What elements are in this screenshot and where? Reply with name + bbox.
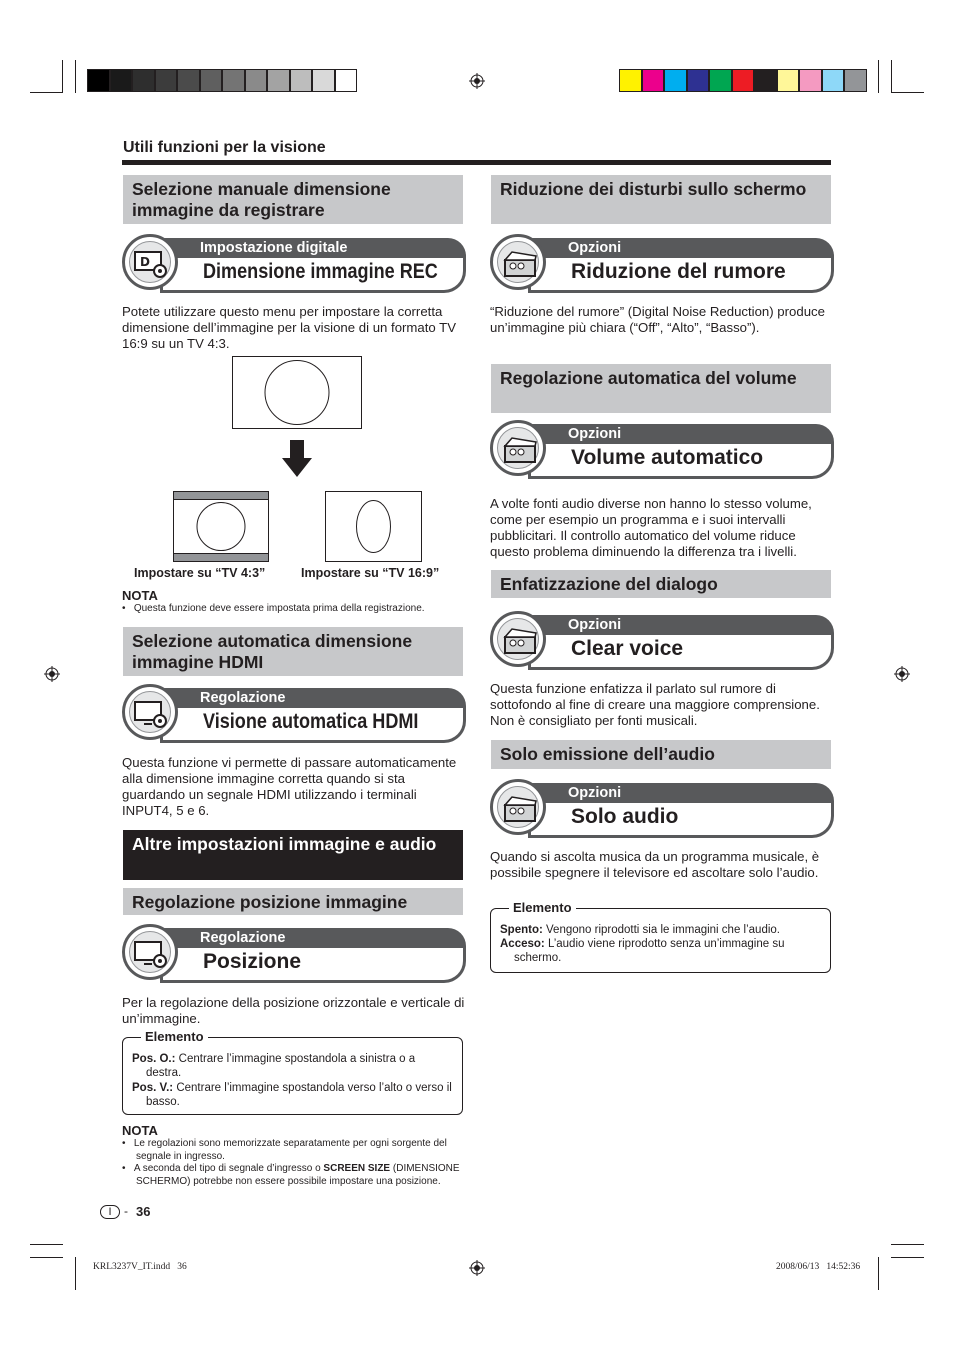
letterbox-43-diagram bbox=[173, 491, 269, 562]
menu-banner bbox=[122, 234, 466, 296]
svg-text:D: D bbox=[140, 255, 150, 269]
toolbox-icon bbox=[500, 621, 540, 661]
body-text: Per la regolazione della posizione orizzontale e verticale di un’immagine. bbox=[122, 995, 465, 1026]
color-swatch bbox=[267, 69, 290, 92]
header-rule bbox=[122, 160, 831, 165]
color-swatch bbox=[642, 69, 665, 92]
body-text: A volte fonti audio diverse non hanno lo stesso volume, come per esempio un programma e i suoi intervalli pubblicitari. Il controllo automatico del volume riduce questo problema diminuendo la differenza tra i livelli. bbox=[490, 496, 812, 559]
file-slug: KRL3237V_IT.indd 36 bbox=[93, 1262, 187, 1272]
nota-list bbox=[122, 1138, 467, 1188]
color-swatch bbox=[335, 69, 358, 92]
menu-category: Impostazione digitale bbox=[200, 240, 348, 256]
color-swatch bbox=[799, 69, 822, 92]
menu-banner bbox=[490, 420, 834, 482]
section-header: Selezione manuale dimensione immagine da registrare bbox=[123, 175, 463, 224]
menu-category: Opzioni bbox=[568, 426, 622, 442]
page-separator: - bbox=[124, 1204, 128, 1218]
color-swatch bbox=[222, 69, 245, 92]
color-swatch bbox=[822, 69, 845, 92]
menu-category: Regolazione bbox=[200, 690, 286, 706]
color-swatch bbox=[87, 69, 110, 92]
tv-settings-icon bbox=[132, 694, 172, 734]
color-swatch bbox=[200, 69, 223, 92]
color-swatch bbox=[312, 69, 335, 92]
menu-category: Regolazione bbox=[200, 930, 286, 946]
toolbox-icon bbox=[500, 430, 540, 470]
menu-title: Dimensione immagine REC bbox=[203, 260, 438, 283]
elemento-item: Pos. O.: Centrare l’immagine spostandola a sinistra o a destra. bbox=[132, 1053, 416, 1079]
caption-tv169: Impostare su “TV 16:9” bbox=[301, 566, 440, 580]
nota-item: • A seconda del tipo di segnale d’ingresso o SCREEN SIZE (DIMENSIONE SCHERMO) potrebbe non essere possibile impostare una posizione. bbox=[122, 1163, 460, 1187]
color-swatch bbox=[777, 69, 800, 92]
color-swatch bbox=[245, 69, 268, 92]
color-swatch bbox=[132, 69, 155, 92]
menu-banner bbox=[122, 684, 466, 746]
menu-category: Opzioni bbox=[568, 617, 622, 633]
color-swatch bbox=[155, 69, 178, 92]
arrow-down-icon bbox=[282, 440, 312, 477]
section-header: Enfatizzazione del dialogo bbox=[491, 570, 831, 598]
menu-title: Visione automatica HDMI bbox=[203, 710, 419, 733]
body-text: “Riduzione del rumore” (Digital Noise Reduction) produce un’immagine più chiara (“Off”, “Alto”, “Basso”). bbox=[490, 304, 825, 335]
elemento-label: Elemento bbox=[509, 900, 576, 915]
elemento-item: Pos. V.: Centrare l’immagine spostandola verso l’alto o verso il basso. bbox=[132, 1082, 452, 1108]
body-text: Quando si ascolta musica da un programma musicale, è possibile spegnere il televisore ed ascoltare solo l’audio. bbox=[490, 849, 820, 880]
nota-heading: NOTA bbox=[122, 1123, 158, 1138]
registration-mark-icon bbox=[469, 73, 485, 89]
menu-category: Opzioni bbox=[568, 785, 622, 801]
menu-title: Volume automatico bbox=[571, 446, 764, 469]
menu-title: Clear voice bbox=[571, 637, 684, 660]
elemento-item: Acceso: L’audio viene riprodotto senza un’immagine su schermo. bbox=[500, 938, 785, 964]
color-swatch bbox=[844, 69, 867, 92]
page-number: 36 bbox=[136, 1204, 151, 1219]
toolbox-icon bbox=[500, 244, 540, 284]
color-swatch bbox=[687, 69, 710, 92]
section-header: Selezione automatica dimensione immagine HDMI bbox=[123, 627, 463, 676]
date-slug: 2008/06/13 14:52:36 bbox=[776, 1262, 861, 1272]
menu-banner bbox=[490, 611, 834, 673]
nota-item: • Questa funzione deve essere impostata prima della registrazione. bbox=[122, 603, 425, 614]
section-header: Riduzione dei disturbi sullo schermo bbox=[491, 175, 831, 224]
caption-tv43: Impostare su “TV 4:3” bbox=[134, 566, 266, 580]
body-text: Potete utilizzare questo menu per impostare la corretta dimensione dell’immagine per la visione di un formato TV 16:9 su un TV 4:3. bbox=[122, 304, 457, 351]
language-badge: I bbox=[100, 1205, 120, 1219]
registration-mark-icon bbox=[469, 1260, 485, 1276]
color-swatch bbox=[664, 69, 687, 92]
color-swatch bbox=[709, 69, 732, 92]
menu-category: Opzioni bbox=[568, 240, 622, 256]
registration-mark-icon bbox=[44, 666, 60, 682]
nota-item: • Le regolazioni sono memorizzate separatamente per ogni sorgente del segnale in ingresso. bbox=[122, 1138, 447, 1162]
wide-screen-diagram bbox=[232, 356, 362, 429]
section-header: Solo emissione dell’audio bbox=[491, 740, 831, 769]
color-swatch bbox=[754, 69, 777, 92]
toolbox-icon bbox=[500, 789, 540, 829]
menu-banner bbox=[122, 924, 466, 986]
menu-banner bbox=[490, 234, 834, 296]
color-swatch bbox=[290, 69, 313, 92]
menu-title: Solo audio bbox=[571, 805, 679, 828]
page-header: Utili funzioni per la visione bbox=[123, 139, 326, 156]
elemento-box bbox=[490, 900, 831, 973]
registration-mark-icon bbox=[894, 666, 910, 682]
menu-banner bbox=[490, 779, 834, 841]
elemento-item: Spento: Vengono riprodotti sia le immagini che l’audio. bbox=[500, 924, 780, 936]
section-header: Regolazione automatica del volume bbox=[491, 364, 831, 413]
body-text: Questa funzione enfatizza il parlato sul rumore di sottofondo al fine di creare una maggiore comprensione. Non è consigliato per fonti musicali. bbox=[490, 681, 820, 728]
color-swatch bbox=[177, 69, 200, 92]
color-swatch bbox=[110, 69, 133, 92]
nota-list bbox=[122, 603, 467, 616]
body-text: Questa funzione vi permette di passare automaticamente alla dimensione immagine corretta quando si sta guardando un segnale HDMI utilizzando i terminali INPUT4, 5 e 6. bbox=[122, 755, 457, 818]
menu-title: Posizione bbox=[203, 950, 302, 973]
color-swatch bbox=[732, 69, 755, 92]
nota-heading: NOTA bbox=[122, 588, 158, 603]
dimension-settings-icon bbox=[132, 244, 172, 284]
elemento-label: Elemento bbox=[141, 1029, 208, 1044]
menu-title: Riduzione del rumore bbox=[571, 260, 786, 283]
tv-settings-icon bbox=[132, 934, 172, 974]
color-swatch bbox=[619, 69, 642, 92]
section-header-dark: Altre impostazioni immagine e audio bbox=[123, 830, 463, 880]
elemento-box bbox=[122, 1029, 463, 1115]
section-header: Regolazione posizione immagine bbox=[123, 888, 463, 915]
squeeze-169-diagram bbox=[325, 491, 422, 562]
